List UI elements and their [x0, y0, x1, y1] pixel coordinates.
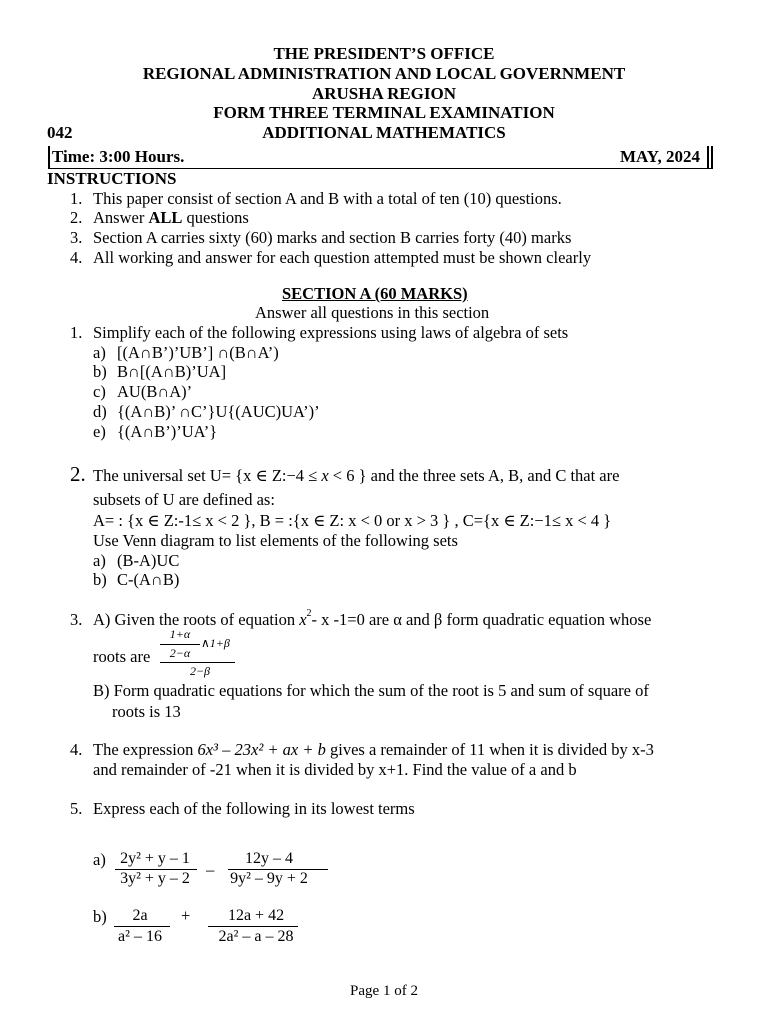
part-label: b) [93, 570, 107, 589]
header-line-1: THE PRESIDENT’S OFFICE [273, 44, 495, 63]
section-a-subtitle: Answer all questions in this section [255, 303, 490, 322]
fraction-numerator: 12y – 4 [245, 850, 293, 867]
question-number: 1. [70, 323, 83, 342]
instruction-text: All working and answer for each question attempted must be shown clearly [93, 248, 592, 267]
part-expression: B∩[(A∩B)’UA] [117, 362, 227, 381]
part-label: d) [93, 402, 107, 421]
operator: + [181, 906, 191, 925]
part-expression: {(A∩B’)’UA’} [117, 422, 218, 441]
instruction-text: Answer ALL questions [93, 208, 249, 227]
question-2-line-2: subsets of U are defined as: [93, 490, 275, 509]
roots-label: roots are [93, 647, 151, 666]
part-expression: (B-A)UC [117, 551, 180, 570]
fraction-numerator: 2a [132, 907, 148, 924]
time-allowed: Time: 3:00 Hours. [52, 147, 185, 166]
question-4-line-1: The expression 6x³ – 23x² + ax + b gives a remainder of 11 when it is divided by x-3 [93, 740, 654, 759]
part-label: b) [93, 362, 107, 381]
instruction-num: 3. [70, 228, 83, 247]
part-expression: [(A∩B’)’UB’] ∩(B∩A’) [117, 343, 279, 362]
question-4-line-2: and remainder of -21 when it is divided by x+1. Find the value of a and b [93, 760, 577, 779]
part-label: c) [93, 382, 106, 401]
fraction-bar [114, 926, 170, 927]
question-number: 3. [70, 610, 83, 629]
fraction-denominator: a² – 16 [118, 928, 162, 945]
part-label: a) [93, 343, 106, 362]
question-number: 2. [70, 462, 86, 486]
fraction-denominator: 9y² – 9y + 2 [230, 870, 308, 887]
question-number: 4. [70, 740, 83, 759]
fraction-denominator: 3y² + y – 2 [120, 870, 190, 887]
question-number: 5. [70, 799, 83, 818]
instruction-num: 2. [70, 208, 83, 227]
instructions-title: INSTRUCTIONS [47, 169, 177, 188]
fraction-numerator: 2y² + y – 1 [120, 850, 190, 867]
fraction-middle: ∧1+β [201, 636, 230, 650]
question-2-set-definitions: A= : {x ∈ Z:-1≤ x < 2 }, B = :{x ∈ Z: x < 0 or x > 3 } , C={x ∈ Z:−1≤ x < 4 } [93, 511, 612, 530]
fraction-denominator: 2−β [189, 664, 211, 678]
page-number: Page 1 of 2 [350, 983, 418, 999]
part-label: b) [93, 907, 107, 926]
instruction-text: Section A carries sixty (60) marks and section B carries forty (40) marks [93, 228, 572, 247]
question-3-part-b-line-2: roots is 13 [112, 702, 181, 721]
header-line-2: REGIONAL ADMINISTRATION AND LOCAL GOVERNMENT [142, 64, 626, 83]
instruction-text: This paper consist of section A and B with a total of ten (10) questions. [93, 189, 562, 208]
exam-date: MAY, 2024 [620, 147, 700, 166]
part-label: a) [93, 551, 106, 570]
border-right-1 [707, 146, 709, 168]
question-5-text: Express each of the following in its lowest terms [93, 799, 415, 818]
fraction-bar [160, 662, 235, 663]
paper-code: 042 [47, 123, 73, 142]
section-a-title: SECTION A (60 MARKS) [282, 284, 468, 303]
part-expression: {(A∩B)’ ∩C’}U{(AUC)UA’)’ [117, 402, 320, 421]
part-expression: C-(A∩B) [117, 570, 180, 589]
question-3-part-b-line-1: B) Form quadratic equations for which the sum of the root is 5 and sum of square of [93, 681, 649, 700]
operator: – [206, 860, 215, 879]
header-line-4: FORM THREE TERMINAL EXAMINATION [213, 103, 555, 122]
fraction-bar [208, 926, 298, 927]
subject-title: ADDITIONAL MATHEMATICS [262, 123, 506, 142]
fraction-bar [160, 644, 200, 645]
instruction-num: 1. [70, 189, 83, 208]
header-line-3: ARUSHA REGION [311, 84, 457, 103]
border-right-2 [711, 146, 713, 168]
instruction-num: 4. [70, 248, 83, 267]
fraction-denominator: 2a² – a – 28 [218, 928, 294, 945]
question-2-line-1: The universal set U= {x ∈ Z:−4 ≤ x < 6 } and the three sets A, B, and C that are [93, 466, 620, 485]
part-label: a) [93, 850, 106, 869]
fraction-numerator: 12a + 42 [227, 907, 285, 924]
border-left [48, 146, 50, 168]
question-1-text: Simplify each of the following expressions using laws of algebra of sets [93, 323, 569, 342]
question-3-part-a: A) Given the roots of equation $x^2-$ x -1=0 are α and β form quadratic equation whose [93, 608, 652, 629]
fraction-denominator: 2−α [169, 646, 191, 660]
part-label: e) [93, 422, 106, 441]
question-2-line-4: Use Venn diagram to list elements of the following sets [93, 531, 458, 550]
part-expression: AU(B∩A)’ [117, 382, 193, 401]
fraction-numerator: 1+α [169, 627, 191, 641]
